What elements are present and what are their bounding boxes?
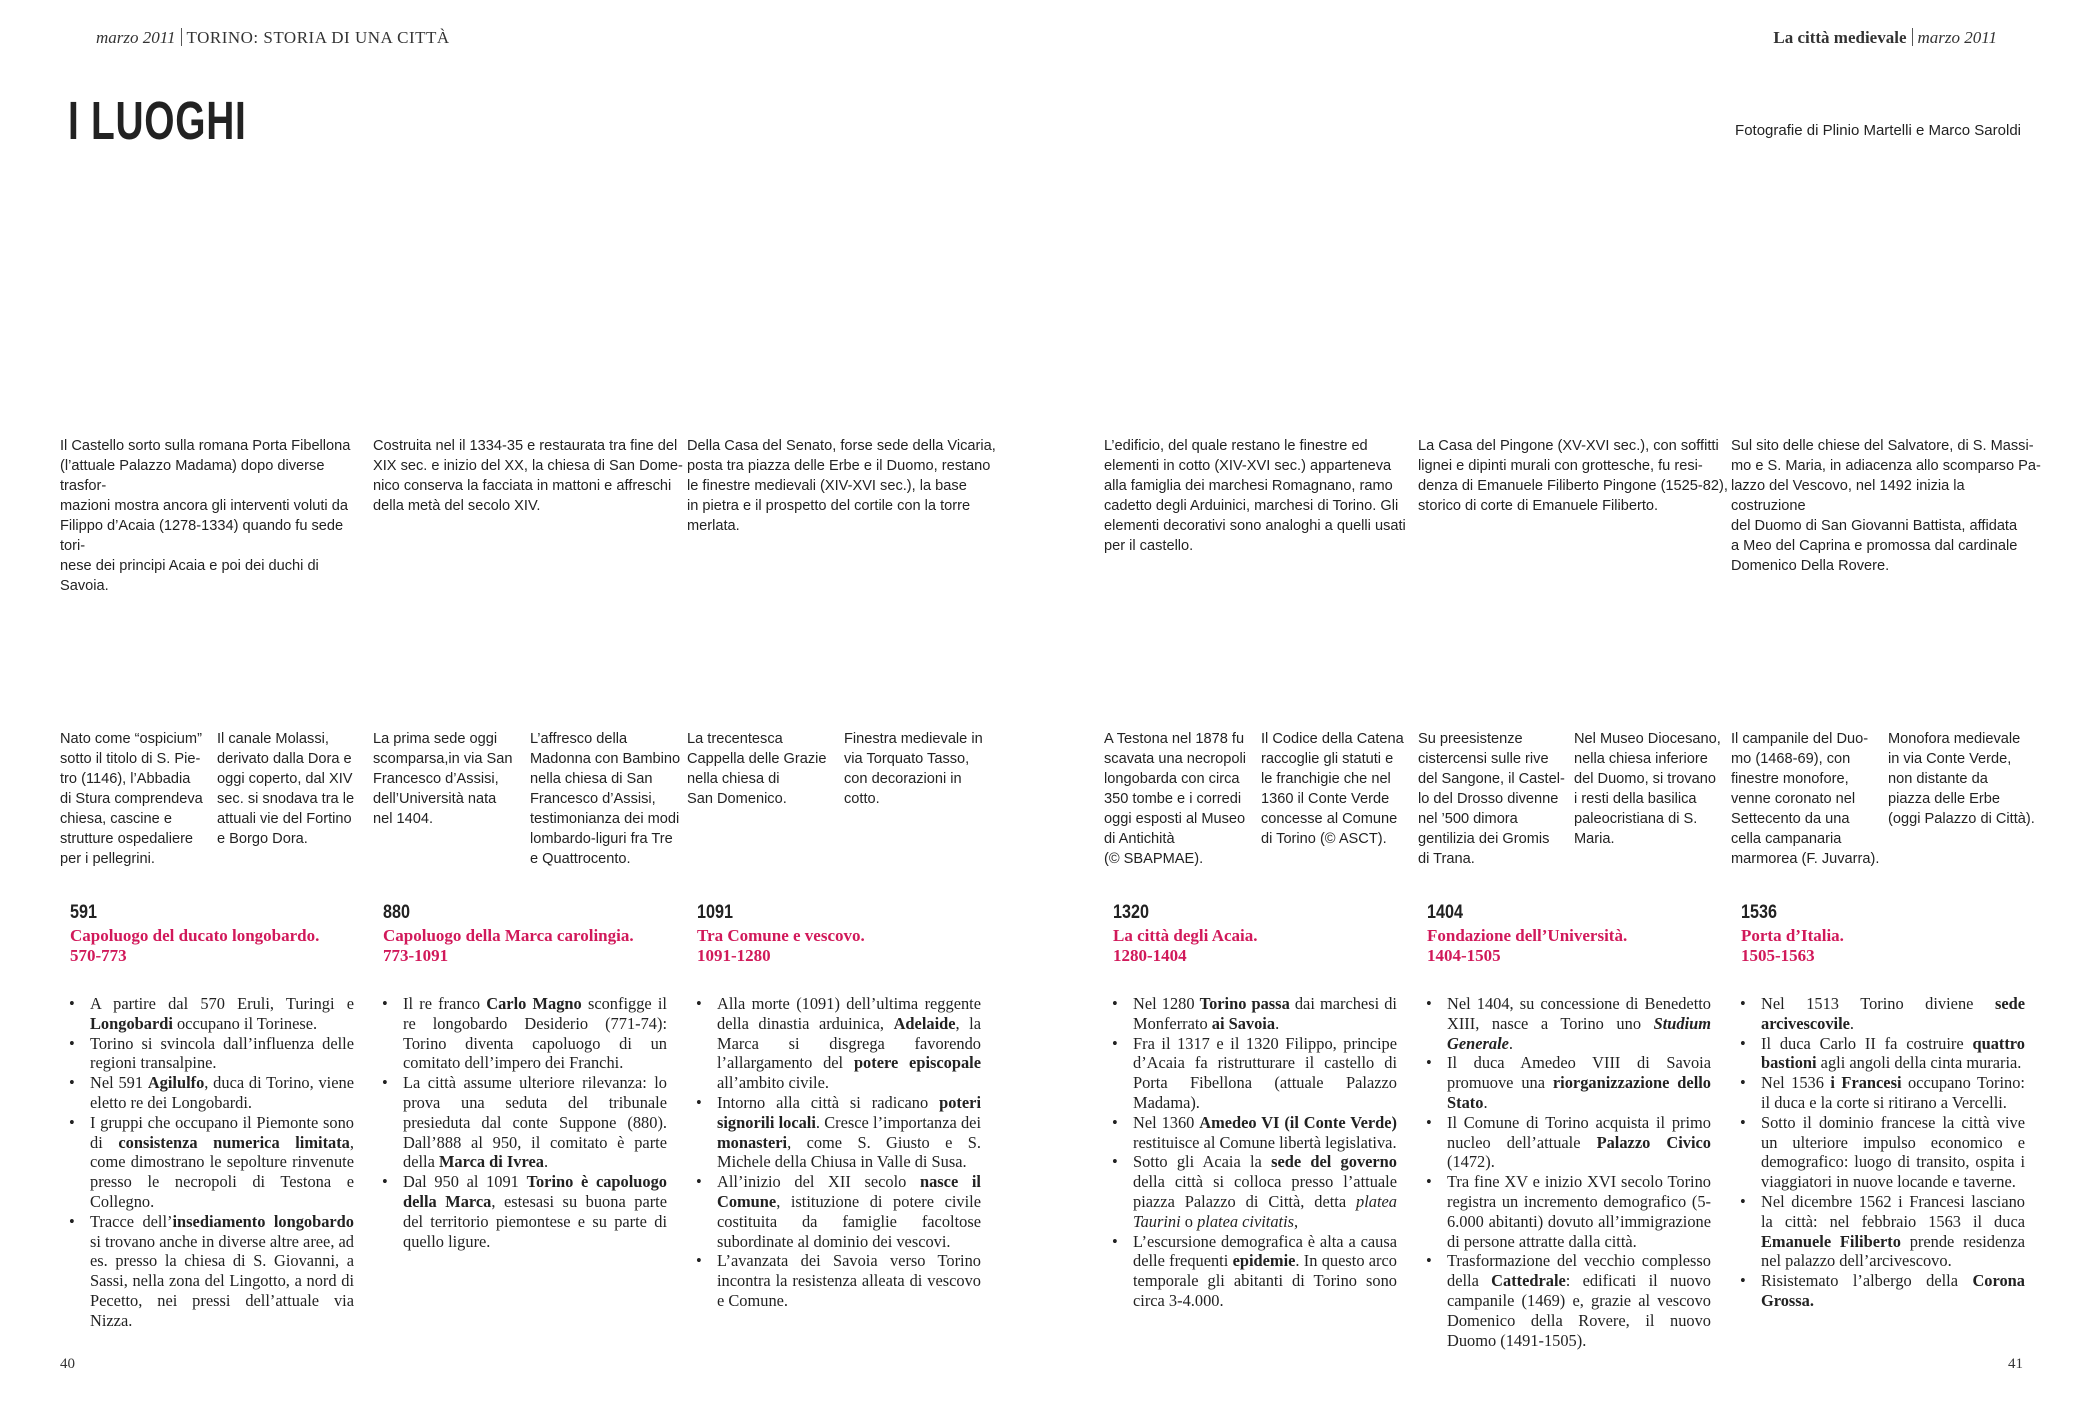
photo-caption bbox=[373, 436, 683, 516]
photo-caption bbox=[1104, 436, 1414, 556]
timeline-bullet-list bbox=[1111, 994, 1397, 1311]
caption-line: mo e S. Maria, in adiacenza allo scomparso Pa- bbox=[1731, 458, 2041, 474]
header-divider bbox=[1912, 28, 1913, 46]
caption-line: di Stura comprendeva bbox=[60, 791, 203, 807]
photo-caption-small bbox=[60, 729, 212, 869]
header-date-left: marzo 2011 bbox=[96, 28, 176, 47]
running-header-left bbox=[96, 28, 450, 48]
caption-line: Sul sito delle chiese del Salvatore, di S. Massi- bbox=[1731, 438, 2034, 454]
caption-line: elementi decorativi sono analoghi a quelli usati bbox=[1104, 518, 1406, 534]
page-number-right: 41 bbox=[2008, 1356, 2023, 1372]
caption-line: Il campanile del Duo- bbox=[1731, 731, 1869, 747]
caption-line: Su preesistenze bbox=[1418, 731, 1523, 747]
caption-line: via Torquato Tasso, bbox=[844, 751, 970, 767]
timeline-bullet: • Nel 1360 Amedeo VI (il Conte Verde) restituisce al Comune libertà legislativa. bbox=[1111, 1113, 1397, 1153]
photo-caption-small bbox=[530, 729, 682, 869]
timeline-bullet-list bbox=[1739, 994, 2025, 1311]
caption-line: alla famiglia dei marchesi Romagnano, ramo bbox=[1104, 478, 1393, 494]
timeline-period: 1404-1505 bbox=[1427, 946, 1501, 965]
timeline-year: 1091 bbox=[697, 902, 733, 923]
caption-line: Francesco d’Assisi, bbox=[530, 791, 656, 807]
caption-line: Maria. bbox=[1574, 831, 1615, 847]
caption-line: lombardo-liguri fra Tre bbox=[530, 831, 673, 847]
caption-line: marmorea (F. Juvarra). bbox=[1731, 851, 1880, 867]
timeline-bullet-list bbox=[68, 994, 354, 1331]
caption-line: L’edificio, del quale restano le finestre ed bbox=[1104, 438, 1368, 454]
timeline-bullet: • Sotto gli Acaia la sede del governo della città si colloca presso l’attuale piazza Palazzo di Città, detta platea Taurini o platea civitatis, bbox=[1111, 1152, 1397, 1231]
timeline-bullet: • Nel 1404, su concessione di Benedetto XIII, nasce a Torino uno Studium Generale. bbox=[1425, 994, 1711, 1053]
caption-line: Settecento da una bbox=[1731, 811, 1850, 827]
photo-caption bbox=[1418, 436, 1728, 516]
timeline-column bbox=[1739, 902, 2025, 1311]
caption-line: 350 tombe e i corredi bbox=[1104, 791, 1242, 807]
photo-caption-small bbox=[1888, 729, 2040, 829]
timeline-title: Fondazione dell’Università. bbox=[1427, 926, 1628, 945]
caption-line: Madonna con Bambino bbox=[530, 751, 681, 767]
caption-line: di Trana. bbox=[1418, 851, 1475, 867]
timeline-column bbox=[1111, 902, 1397, 1311]
timeline-column bbox=[381, 902, 667, 1251]
timeline-column bbox=[695, 902, 981, 1311]
caption-line: e Quattrocento. bbox=[530, 851, 631, 867]
caption-line: cistercensi sulle rive bbox=[1418, 751, 1549, 767]
timeline-bullet: • Tra fine XV e inizio XVI secolo Torino registra un incremento demografico (5-6.000 abitanti) dovuto all’immigrazione di persone attratte dalla città. bbox=[1425, 1172, 1711, 1251]
photo-credit: Fotografie di Plinio Martelli e Marco Saroldi bbox=[1735, 122, 2021, 139]
caption-line: 1360 il Conte Verde bbox=[1261, 791, 1390, 807]
photo-caption-small bbox=[687, 729, 839, 809]
running-header-right bbox=[1773, 28, 1997, 48]
caption-line: lazzo del Vescovo, nel 1492 inizia la costruzione bbox=[1731, 478, 1965, 514]
timeline-column bbox=[1425, 902, 1711, 1350]
caption-line: (© SBAPMAE). bbox=[1104, 851, 1204, 867]
caption-line: scomparsa,in via San bbox=[373, 751, 513, 767]
timeline-period: 1280-1404 bbox=[1113, 946, 1187, 965]
caption-line: in pietra e il prospetto del cortile con la torre bbox=[687, 498, 971, 514]
caption-line: dell’Università nata bbox=[373, 791, 497, 807]
timeline-bullet: • I gruppi che occupano il Piemonte sono di consistenza numerica limitata, come dimostrano le sepolture rinvenute presso le necropoli di Testona e Collegno. bbox=[68, 1113, 354, 1212]
header-section-title: La città medievale bbox=[1773, 28, 1907, 47]
caption-line: storico di corte di Emanuele Filiberto. bbox=[1418, 498, 1659, 514]
caption-line: Nato come “ospicium” bbox=[60, 731, 202, 747]
caption-line: per il castello. bbox=[1104, 538, 1194, 554]
caption-line: venne coronato nel bbox=[1731, 791, 1856, 807]
caption-line: Della Casa del Senato, forse sede della Vicaria, bbox=[687, 438, 996, 454]
timeline-bullet: • Dal 950 al 1091 Torino è capoluogo della Marca, estesasi su buona parte del territorio piemontese e su parte di quello ligure. bbox=[381, 1172, 667, 1251]
timeline-year: 591 bbox=[70, 902, 97, 923]
caption-line: lo del Drosso divenne bbox=[1418, 791, 1559, 807]
caption-line: merlata. bbox=[687, 518, 740, 534]
timeline-bullet: • Alla morte (1091) dell’ultima reggente della dinastia arduinica, Adelaide, la Marca si disgrega favorendo l’allargamento del potere episcopale all’ambito civile. bbox=[695, 994, 981, 1093]
caption-line: cotto. bbox=[844, 791, 880, 807]
timeline-bullet: • Nel 591 Agilulfo, duca di Torino, viene eletto re dei Longobardi. bbox=[68, 1073, 354, 1113]
caption-line: Cappella delle Grazie bbox=[687, 751, 827, 767]
timeline-year: 1320 bbox=[1113, 902, 1149, 923]
caption-line: concesse al Comune bbox=[1261, 811, 1398, 827]
photo-caption bbox=[60, 436, 370, 596]
caption-line: L’affresco della bbox=[530, 731, 628, 747]
photo-caption-small bbox=[844, 729, 996, 809]
timeline-bullet: • Sotto il dominio francese la città vive un ulteriore impulso economico e demografico: luogo di transito, ospita i viaggiatori in nuove locande e taverne. bbox=[1739, 1113, 2025, 1192]
caption-line: derivato dalla Dora e bbox=[217, 751, 352, 767]
caption-line: lignei e dipinti murali con grottesche, fu resi- bbox=[1418, 458, 1703, 474]
timeline-year: 880 bbox=[383, 902, 410, 923]
timeline-bullet: • Nel 1513 Torino diviene sede arcivescovile. bbox=[1739, 994, 2025, 1034]
caption-line: (l’attuale Palazzo Madama) dopo diverse trasfor- bbox=[60, 458, 325, 494]
caption-line: oggi coperto, dal XIV bbox=[217, 771, 353, 787]
photo-caption bbox=[1731, 436, 2041, 576]
caption-line: le finestre medievali (XIV-XVI sec.), la base bbox=[687, 478, 967, 494]
timeline-column bbox=[68, 902, 354, 1331]
caption-line: sec. si snodava tra le bbox=[217, 791, 355, 807]
caption-line: della metà del secolo XIV. bbox=[373, 498, 541, 514]
caption-line: Costruita nel il 1334-35 e restaurata tra fine del bbox=[373, 438, 678, 454]
caption-line: del Sangone, il Castel- bbox=[1418, 771, 1565, 787]
photo-caption-small bbox=[1104, 729, 1256, 869]
caption-line: A Testona nel 1878 fu bbox=[1104, 731, 1245, 747]
caption-line: Il Codice della Catena bbox=[1261, 731, 1404, 747]
caption-line: di Torino (© ASCT). bbox=[1261, 831, 1387, 847]
timeline-period: 570-773 bbox=[70, 946, 127, 965]
timeline-bullet: • L’avanzata dei Savoia verso Torino incontra la resistenza alleata di vescovo e Comune. bbox=[695, 1251, 981, 1310]
caption-line: denza di Emanuele Filiberto Pingone (1525-82), bbox=[1418, 478, 1728, 494]
caption-line: raccoglie gli statuti e bbox=[1261, 751, 1394, 767]
timeline-bullet: • Tracce dell’insediamento longobardo si trovano anche in diverse altre aree, ad es. presso la chiesa di S. Giovanni, a Sassi, nella zona del Lingotto, a nord di Pecetto, nei pressi dell’attuale via Nizza. bbox=[68, 1212, 354, 1331]
caption-line: testimonianza dei modi bbox=[530, 811, 680, 827]
caption-line: elementi in cotto (XIV-XVI sec.) apparteneva bbox=[1104, 458, 1392, 474]
timeline-bullet-list bbox=[381, 994, 667, 1251]
timeline-bullet: • Il Comune di Torino acquista il primo nucleo dell’attuale Palazzo Civico (1472). bbox=[1425, 1113, 1711, 1172]
timeline-bullet: • Nel 1536 i Francesi occupano Torino: il duca e la corte si ritirano a Vercelli. bbox=[1739, 1073, 2025, 1113]
timeline-period: 1505-1563 bbox=[1741, 946, 1815, 965]
timeline-bullet: • La città assume ulteriore rilevanza: lo prova una seduta del tribunale presieduta dal conte Suppone (880). Dall’888 al 950, il comitato è parte della Marca di Ivrea. bbox=[381, 1073, 667, 1172]
caption-line: mazioni mostra ancora gli interventi voluti da bbox=[60, 498, 348, 514]
caption-line: La trecentesca bbox=[687, 731, 783, 747]
timeline-title: Porta d’Italia. bbox=[1741, 926, 1844, 945]
caption-line: in via Conte Verde, bbox=[1888, 751, 2012, 767]
timeline-title: Tra Comune e vescovo. bbox=[697, 926, 865, 945]
page-title: I LUOGHI bbox=[68, 91, 247, 151]
timeline-period: 1091-1280 bbox=[697, 946, 771, 965]
photo-caption-small bbox=[217, 729, 369, 849]
caption-line: Francesco d’Assisi, bbox=[373, 771, 499, 787]
caption-line: Il Castello sorto sulla romana Porta Fibellona bbox=[60, 438, 351, 454]
caption-line: cella campanaria bbox=[1731, 831, 1842, 847]
header-date-right: marzo 2011 bbox=[1917, 28, 1997, 47]
photo-caption-small bbox=[1731, 729, 1883, 869]
timeline-bullet: • Trasformazione del vecchio complesso della Cattedrale: edificati il nuovo campanile (1469) e, grazie al vescovo Domenico della Rovere, il nuovo Duomo (1491-1505). bbox=[1425, 1251, 1711, 1350]
timeline-bullet: • A partire dal 570 Eruli, Turingi e Longobardi occupano il Torinese. bbox=[68, 994, 354, 1034]
caption-line: nella chiesa di bbox=[687, 771, 780, 787]
caption-line: sotto il titolo di S. Pie- bbox=[60, 751, 201, 767]
caption-line: le franchigie che nel bbox=[1261, 771, 1391, 787]
photo-caption bbox=[687, 436, 997, 536]
caption-line: nella chiesa di San bbox=[530, 771, 653, 787]
caption-line: i resti della basilica bbox=[1574, 791, 1697, 807]
caption-line: XIX sec. e inizio del XX, la chiesa di San Dome- bbox=[373, 458, 683, 474]
caption-line: finestre monofore, bbox=[1731, 771, 1849, 787]
caption-line: Domenico Della Rovere. bbox=[1731, 558, 1890, 574]
timeline-bullet: • Nel 1280 Torino passa dai marchesi di Monferrato ai Savoia. bbox=[1111, 994, 1397, 1034]
caption-line: tro (1146), l’Abbadia bbox=[60, 771, 191, 787]
caption-line: nico conserva la facciata in mattoni e affreschi bbox=[373, 478, 672, 494]
photo-caption-small bbox=[1574, 729, 1726, 849]
timeline-period: 773-1091 bbox=[383, 946, 449, 965]
timeline-bullet: • Intorno alla città si radicano poteri signorili locali. Cresce l’importanza dei monasteri, come S. Giusto e S. Michele della Chiusa in Valle di Susa. bbox=[695, 1093, 981, 1172]
caption-line: piazza delle Erbe bbox=[1888, 791, 2000, 807]
caption-line: scavata una necropoli bbox=[1104, 751, 1246, 767]
timeline-bullet: • Il duca Carlo II fa costruire quattro bastioni agli angoli della cinta muraria. bbox=[1739, 1034, 2025, 1074]
header-divider bbox=[181, 28, 182, 46]
caption-line: nella chiesa inferiore bbox=[1574, 751, 1708, 767]
caption-line: Monofora medievale bbox=[1888, 731, 2021, 747]
caption-line: nel 1404. bbox=[373, 811, 434, 827]
caption-line: nese dei principi Acaia e poi dei duchi di Savoia. bbox=[60, 558, 319, 594]
caption-line: con decorazioni in bbox=[844, 771, 962, 787]
caption-line: longobarda con circa bbox=[1104, 771, 1240, 787]
timeline-year: 1536 bbox=[1741, 902, 1777, 923]
caption-line: Il canale Molassi, bbox=[217, 731, 329, 747]
caption-line: nel ’500 dimora bbox=[1418, 811, 1518, 827]
caption-line: Nel Museo Diocesano, bbox=[1574, 731, 1721, 747]
caption-line: La Casa del Pingone (XV-XVI sec.), con soffitti bbox=[1418, 438, 1719, 454]
photo-caption-small bbox=[373, 729, 525, 829]
caption-line: a Meo del Caprina e promossa dal cardinale bbox=[1731, 538, 2018, 554]
caption-line: mo (1468-69), con bbox=[1731, 751, 1851, 767]
caption-line: San Domenico. bbox=[687, 791, 787, 807]
photo-caption-small bbox=[1261, 729, 1413, 849]
timeline-bullet: • Torino si svincola dall’influenza delle regioni transalpine. bbox=[68, 1034, 354, 1074]
caption-line: paleocristiana di S. bbox=[1574, 811, 1698, 827]
caption-line: gentilizia dei Gromis bbox=[1418, 831, 1550, 847]
timeline-bullet: • Fra il 1317 e il 1320 Filippo, principe d’Acaia fa ristrutturare il castello di Porta Fibellona (attuale Palazzo Madama). bbox=[1111, 1034, 1397, 1113]
caption-line: (oggi Palazzo di Città). bbox=[1888, 811, 2035, 827]
timeline-bullet: • All’inizio del XII secolo nasce il Comune, istituzione di potere civile costituita da famiglie facoltose subordinate al dominio dei vescovi. bbox=[695, 1172, 981, 1251]
timeline-bullet: • Nel dicembre 1562 i Francesi lasciano la città: nel febbraio 1563 il duca Emanuele Filiberto prende residenza nel palazzo dell’arcivescovo. bbox=[1739, 1192, 2025, 1271]
timeline-bullet: • Risistemato l’albergo della Corona Grossa. bbox=[1739, 1271, 2025, 1311]
timeline-bullet: • Il duca Amedeo VIII di Savoia promuove una riorganizzazione dello Stato. bbox=[1425, 1053, 1711, 1112]
caption-line: attuali vie del Fortino bbox=[217, 811, 352, 827]
photo-caption-small bbox=[1418, 729, 1570, 869]
caption-line: chiesa, cascine e bbox=[60, 811, 172, 827]
caption-line: oggi esposti al Museo bbox=[1104, 811, 1246, 827]
timeline-title: Capoluogo della Marca carolingia. bbox=[383, 926, 634, 945]
caption-line: per i pellegrini. bbox=[60, 851, 155, 867]
timeline-year: 1404 bbox=[1427, 902, 1463, 923]
caption-line: Filippo d’Acaia (1278-1334) quando fu sede tori- bbox=[60, 518, 344, 554]
timeline-bullet: • Il re franco Carlo Magno sconfigge il re longobardo Desiderio (771-74): Torino diventa capoluogo di un comitato dell’impero dei Franchi. bbox=[381, 994, 667, 1073]
timeline-bullet-list bbox=[1425, 994, 1711, 1350]
timeline-bullet-list bbox=[695, 994, 981, 1311]
caption-line: posta tra piazza delle Erbe e il Duomo, restano bbox=[687, 458, 991, 474]
caption-line: Finestra medievale in bbox=[844, 731, 983, 747]
caption-line: cadetto degli Arduinici, marchesi di Torino. Gli bbox=[1104, 498, 1399, 514]
caption-line: del Duomo di San Giovanni Battista, affidata bbox=[1731, 518, 2018, 534]
caption-line: di Antichità bbox=[1104, 831, 1175, 847]
page-number-left: 40 bbox=[60, 1356, 75, 1372]
caption-line: non distante da bbox=[1888, 771, 1988, 787]
header-publication-title: TORINO: STORIA DI UNA CITTÀ bbox=[186, 28, 450, 47]
timeline-bullet: • L’escursione demografica è alta a causa delle frequenti epidemie. In questo arco temporale gli abitanti di Torino sono circa 3-4.000. bbox=[1111, 1232, 1397, 1311]
timeline-title: Capoluogo del ducato longobardo. bbox=[70, 926, 320, 945]
caption-line: del Duomo, si trovano bbox=[1574, 771, 1716, 787]
caption-line: e Borgo Dora. bbox=[217, 831, 308, 847]
timeline-title: La città degli Acaia. bbox=[1113, 926, 1258, 945]
caption-line: strutture ospedaliere bbox=[60, 831, 194, 847]
caption-line: La prima sede oggi bbox=[373, 731, 498, 747]
